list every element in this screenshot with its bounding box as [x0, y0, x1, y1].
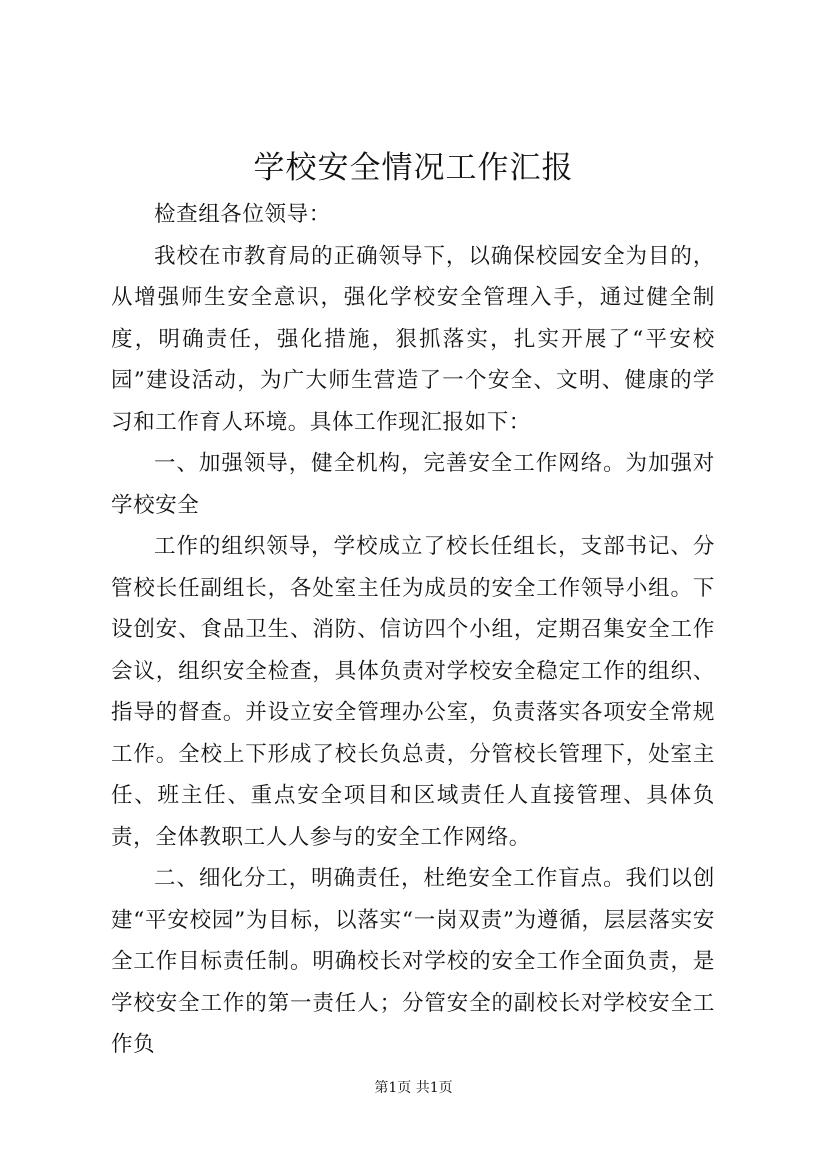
document-title: 学校安全情况工作汇报 — [253, 150, 574, 186]
paragraph-section-one-body: 工作的组织领导，学校成立了校长任组长，支部书记、分管校长任副组长，各处室主任为成员的安全工作领导小组。下设创安、食品卫生、消防、信访四个小组，定期召集安全工作会议，组织安全检查，具体负责对学校安全稳定工作的组织、指导的督查。并设立安全管理办公室，负责落实各项安全常规工作。全校上下形成了校长负总责，分管校长管理下，处室主任、班主任、重点安全项目和区域责任人直接管理、具体负责，全体教职工人人参与的安全工作网络。 — [111, 534, 715, 850]
paragraph-section-two: 二、细化分工，明确责任，杜绝安全工作盲点。我们以创建“平安校园”为目标，以落实“一岗双责”为遵循，层层落实安全工作目标责任制。明确校长对学校的安全工作全面负责，是学校安全工作的第一责任人；分管安全的副校长对学校安全工作负 — [111, 866, 715, 1057]
paragraph-salutation: 检查组各位领导： — [154, 202, 331, 227]
document-body — [111, 194, 715, 1066]
paragraph-section-one-heading: 一、加强领导，健全机构，完善安全工作网络。为加强对学校安全 — [111, 451, 715, 518]
page-footer: 第1页 共1页 — [374, 1080, 453, 1096]
paragraph-intro: 我校在市教育局的正确领导下，以确保校园安全为目的，从增强师生安全意识，强化学校安全管理入手，通过健全制度，明确责任，强化措施，狠抓落实，扎实开展了“平安校园”建设活动，为广大师生营造了一个安全、文明、健康的学习和工作育人环境。具体工作现汇报如下： — [111, 243, 715, 435]
